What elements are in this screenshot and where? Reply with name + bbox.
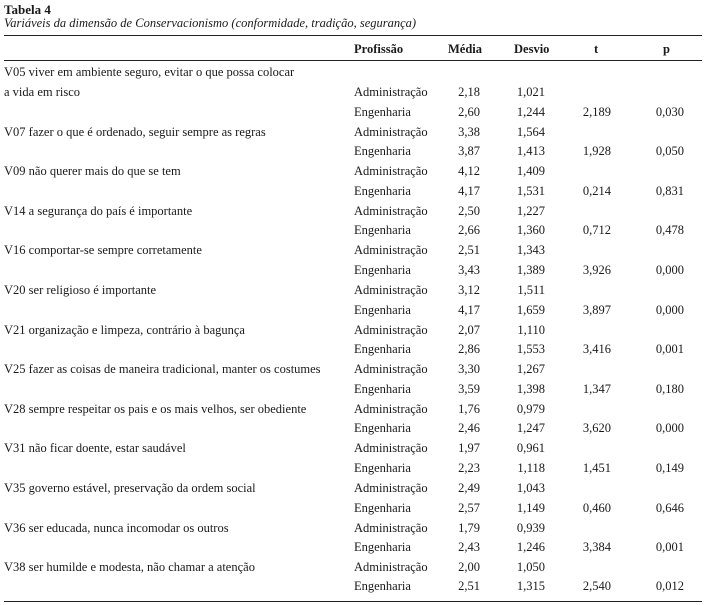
profissao-cell: Engenharia (354, 421, 411, 436)
t-cell: 3,926 (582, 262, 611, 277)
variable-label: V07 fazer o que é ordenado, seguir sempre as regras (4, 124, 266, 139)
t-cell: 1,347 (582, 381, 611, 396)
desvio-cell: 1,118 (517, 460, 545, 475)
media-cell: 3,59 (458, 381, 480, 396)
desvio-cell: 1,511 (517, 283, 545, 297)
desvio-cell: 1,149 (516, 500, 545, 515)
media-cell: 2,07 (458, 322, 480, 337)
variable-label: V05 viver em ambiente seguro, evitar o que possa colocar (4, 65, 295, 79)
header-profissao: Profissão (354, 42, 404, 56)
profissao-cell: Engenharia (354, 302, 411, 317)
p-cell: 0,149 (655, 460, 684, 475)
profissao-cell: Engenharia (354, 500, 411, 515)
desvio-cell: 1,659 (516, 302, 545, 317)
p-cell: 0,000 (655, 302, 684, 317)
header-media: Média (448, 42, 483, 56)
desvio-cell: 0,939 (516, 520, 545, 535)
desvio-cell: 0,961 (516, 441, 545, 456)
desvio-cell: 1,227 (516, 203, 545, 218)
bottom-rule (4, 601, 702, 602)
desvio-cell: 1,409 (516, 164, 545, 179)
t-cell: 0,712 (582, 223, 611, 238)
profissao-cell: Engenharia (354, 104, 411, 119)
desvio-cell: 1,244 (516, 104, 545, 119)
media-cell: 2,49 (458, 481, 480, 495)
p-cell: 0,831 (655, 183, 684, 198)
media-cell: 3,30 (458, 362, 480, 377)
media-cell: 3,38 (458, 124, 480, 139)
t-cell: 1,928 (582, 144, 611, 159)
desvio-cell: 1,246 (516, 540, 545, 555)
variable-label: V16 comportar-se sempre corretamente (4, 243, 202, 258)
desvio-cell: 1,564 (516, 124, 545, 139)
header-t: t (594, 42, 599, 56)
variable-label: V35 governo estável, preservação da ordem social (4, 481, 256, 495)
profissao-cell: Engenharia (354, 183, 411, 198)
media-cell: 4,17 (458, 302, 480, 317)
media-cell: 2,51 (458, 579, 480, 594)
profissao-cell: Administração (354, 203, 428, 218)
media-cell: 1,97 (458, 441, 480, 456)
variable-label: V36 ser educada, nunca incomodar os outros (4, 520, 229, 535)
t-cell: 3,620 (582, 421, 611, 436)
variable-label: a vida em risco (4, 85, 81, 99)
profissao-cell: Administração (354, 559, 428, 574)
profissao-cell: Administração (354, 124, 428, 139)
variable-label: V31 não ficar doente, estar saudável (4, 441, 186, 456)
desvio-cell: 1,413 (516, 144, 545, 159)
profissao-cell: Administração (354, 481, 428, 495)
profissao-cell: Administração (354, 441, 428, 456)
media-cell: 2,23 (458, 460, 480, 475)
profissao-cell: Engenharia (354, 540, 411, 555)
media-cell: 1,76 (458, 401, 480, 416)
p-cell: 0,000 (655, 262, 684, 277)
profissao-cell: Administração (354, 401, 428, 416)
header-desvio: Desvio (514, 42, 550, 56)
desvio-cell: 1,247 (516, 421, 545, 436)
p-cell: 0,000 (655, 421, 684, 436)
header-rule (4, 60, 702, 61)
t-cell: 0,460 (582, 500, 611, 515)
media-cell: 2,60 (458, 104, 480, 119)
table-subtitle: Variáveis da dimensão de Conservacionismo (conformidade, tradição, segurança) (4, 16, 417, 30)
p-cell: 0,646 (655, 500, 684, 515)
media-cell: 1,79 (458, 520, 480, 535)
media-cell: 2,57 (458, 500, 480, 515)
p-cell: 0,050 (655, 144, 684, 159)
profissao-cell: Administração (354, 85, 428, 99)
desvio-cell: 1,343 (516, 243, 545, 258)
media-cell: 2,43 (458, 540, 480, 555)
profissao-cell: Administração (354, 520, 428, 535)
desvio-cell: 1,267 (516, 362, 545, 377)
media-cell: 3,87 (458, 144, 480, 159)
variable-label: V28 sempre respeitar os pais e os mais velhos, ser obediente (4, 401, 307, 416)
desvio-cell: 1,553 (516, 342, 545, 357)
t-cell: 2,189 (582, 104, 611, 119)
p-cell: 0,001 (655, 540, 684, 555)
profissao-cell: Administração (354, 164, 428, 179)
desvio-cell: 1,021 (516, 85, 545, 99)
t-cell: 3,416 (582, 342, 611, 357)
profissao-cell: Engenharia (354, 460, 411, 475)
desvio-cell: 1,110 (517, 322, 545, 337)
profissao-cell: Administração (354, 283, 428, 297)
media-cell: 4,12 (458, 164, 480, 179)
variable-label: V25 fazer as coisas de maneira tradicional, manter os costumes (4, 362, 321, 377)
media-cell: 2,50 (458, 203, 480, 218)
desvio-cell: 0,979 (516, 401, 545, 416)
desvio-cell: 1,389 (516, 262, 545, 277)
t-cell: 3,384 (582, 540, 611, 555)
desvio-cell: 1,315 (516, 579, 545, 594)
profissao-cell: Engenharia (354, 144, 411, 159)
profissao-cell: Administração (354, 243, 428, 258)
variable-label: V14 a segurança do país é importante (4, 203, 193, 218)
variable-label: V21 organização e limpeza, contrário à bagunça (4, 322, 245, 337)
t-cell: 0,214 (582, 183, 611, 198)
variable-label: V09 não querer mais do que se tem (4, 164, 181, 179)
t-cell: 1,451 (582, 460, 611, 475)
p-cell: 0,001 (655, 342, 684, 357)
profissao-cell: Engenharia (354, 342, 411, 357)
t-cell: 3,897 (582, 302, 611, 317)
header-p: p (663, 42, 670, 56)
profissao-cell: Engenharia (354, 381, 411, 396)
p-cell: 0,012 (655, 579, 684, 594)
media-cell: 2,86 (458, 342, 480, 357)
media-cell: 2,51 (458, 243, 480, 258)
media-cell: 2,18 (458, 85, 480, 99)
media-cell: 2,66 (458, 223, 480, 238)
p-cell: 0,180 (655, 381, 684, 396)
media-cell: 3,43 (458, 262, 480, 277)
p-cell: 0,030 (655, 104, 684, 119)
desvio-cell: 1,531 (516, 183, 545, 198)
variable-label: V20 ser religioso é importante (4, 283, 157, 297)
media-cell: 2,46 (458, 421, 480, 436)
desvio-cell: 1,360 (516, 223, 545, 238)
profissao-cell: Engenharia (354, 262, 411, 277)
desvio-cell: 1,050 (516, 559, 545, 574)
t-cell: 2,540 (582, 579, 611, 594)
p-cell: 0,478 (655, 223, 684, 238)
profissao-cell: Administração (354, 362, 428, 377)
desvio-cell: 1,398 (516, 381, 545, 396)
profissao-cell: Administração (354, 322, 428, 337)
media-cell: 3,12 (458, 283, 480, 297)
desvio-cell: 1,043 (516, 481, 545, 495)
profissao-cell: Engenharia (354, 579, 411, 594)
top-rule (4, 35, 702, 36)
profissao-cell: Engenharia (354, 223, 411, 238)
table-title: Tabela 4 (4, 2, 51, 17)
media-cell: 2,00 (458, 559, 480, 574)
media-cell: 4,17 (458, 183, 480, 198)
variable-label: V38 ser humilde e modesta, não chamar a atenção (4, 559, 255, 574)
